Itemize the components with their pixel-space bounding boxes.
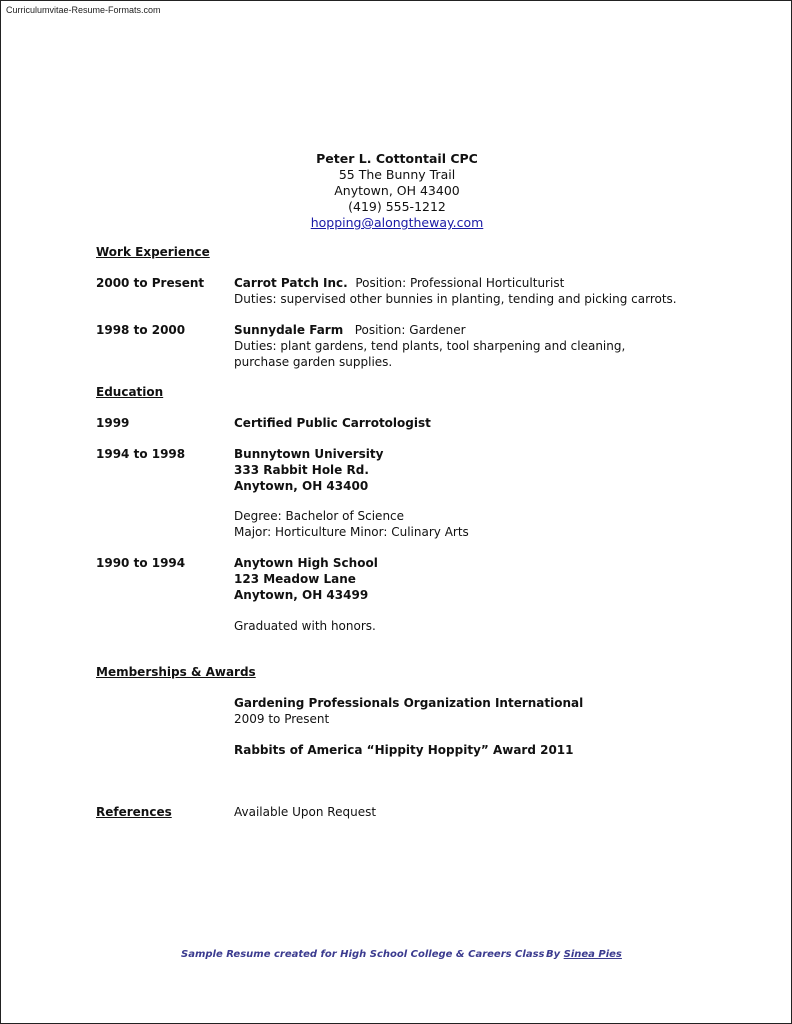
work-dates: 2000 to Present bbox=[96, 276, 205, 290]
position: Position: Professional Horticulturist bbox=[355, 276, 565, 290]
edu-address: Anytown, OH 43499 bbox=[234, 588, 369, 602]
edu-dates: 1994 to 1998 bbox=[96, 447, 186, 461]
edu-address: 333 Rabbit Hole Rd. bbox=[234, 463, 369, 477]
edu-address: Anytown, OH 43400 bbox=[234, 479, 369, 493]
footer-note: Sample Resume created for High School College & Careers Class bbox=[181, 949, 545, 960]
section-heading-memberships: Memberships & Awards bbox=[96, 665, 256, 679]
edu-detail: Degree: Bachelor of Science bbox=[234, 509, 405, 523]
award-title: Rabbits of America “Hippity Hoppity” Award 2011 bbox=[234, 743, 574, 757]
employer: Carrot Patch Inc. bbox=[234, 276, 348, 290]
membership-title: Gardening Professionals Organization International bbox=[234, 696, 584, 710]
edu-detail: Major: Horticulture Minor: Culinary Arts bbox=[234, 525, 469, 539]
position: Position: Gardener bbox=[354, 323, 466, 337]
references-text: Available Upon Request bbox=[234, 805, 377, 819]
address-line-2: Anytown, OH 43400 bbox=[334, 183, 460, 198]
address-line-1: 55 The Bunny Trail bbox=[338, 167, 456, 182]
edu-dates: 1990 to 1994 bbox=[96, 556, 186, 570]
membership-detail: 2009 to Present bbox=[234, 712, 330, 726]
phone: (419) 555-1212 bbox=[348, 199, 446, 214]
edu-address: 123 Meadow Lane bbox=[234, 572, 356, 586]
work-entry bbox=[234, 323, 466, 338]
edu-dates: 1999 bbox=[96, 416, 130, 430]
work-dates: 1998 to 2000 bbox=[96, 323, 186, 337]
duties: Duties: supervised other bunnies in planting, tending and picking carrots. bbox=[234, 292, 677, 306]
edu-detail: Graduated with honors. bbox=[234, 619, 376, 633]
employer: Sunnydale Farm bbox=[234, 323, 344, 337]
section-heading-references: References bbox=[96, 805, 172, 819]
section-heading-work: Work Experience bbox=[96, 245, 210, 259]
site-watermark: Curriculumvitae-Resume-Formats.com bbox=[6, 5, 161, 15]
edu-title: Anytown High School bbox=[234, 556, 378, 570]
edu-title: Certified Public Carrotologist bbox=[234, 416, 431, 430]
edu-title: Bunnytown University bbox=[234, 447, 384, 461]
work-entry bbox=[234, 276, 564, 291]
section-heading-education: Education bbox=[96, 385, 164, 399]
by-label: By bbox=[546, 949, 561, 960]
contact-header bbox=[1, 151, 792, 231]
author-link[interactable]: Sinea Pies bbox=[563, 949, 622, 960]
duties: Duties: plant gardens, tend plants, tool sharpening and cleaning, bbox=[234, 339, 626, 353]
email-link[interactable]: hopping@alongtheway.com bbox=[310, 215, 484, 230]
applicant-name: Peter L. Cottontail CPC bbox=[316, 151, 478, 166]
footer-byline bbox=[546, 949, 622, 960]
duties: purchase garden supplies. bbox=[234, 355, 393, 369]
